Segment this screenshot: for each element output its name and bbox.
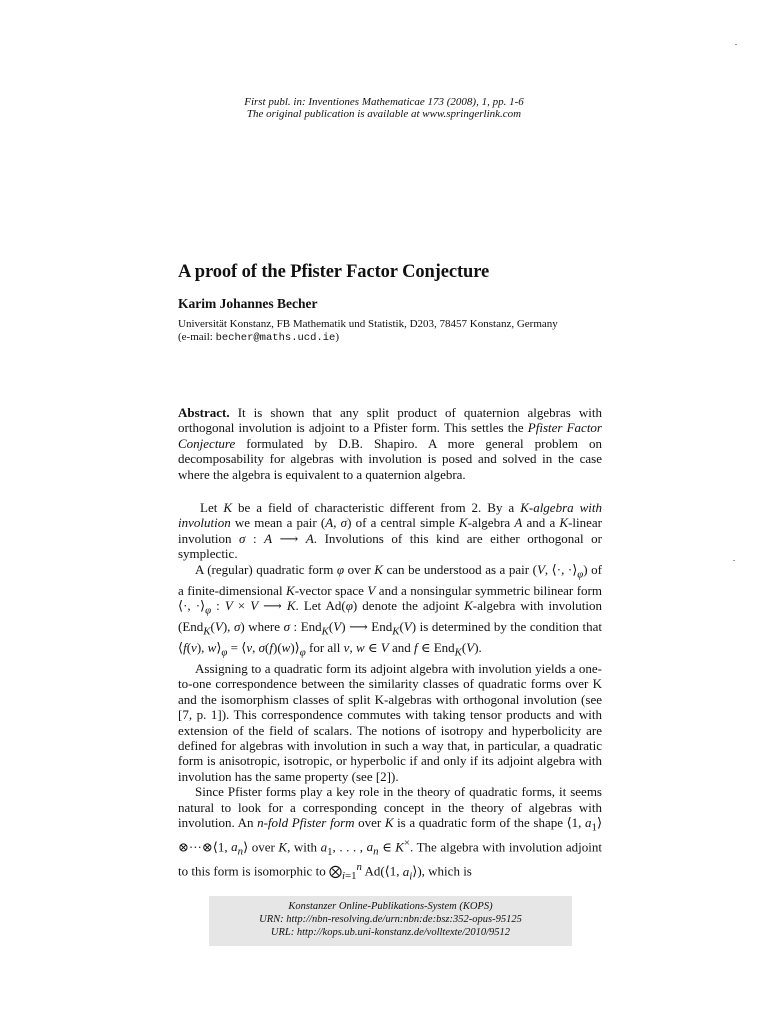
text-run: and a: [522, 515, 560, 531]
text-run: we mean a pair (: [230, 515, 326, 531]
text-run: and a nonsingular symmetric bilinear form: [375, 582, 602, 598]
text-run: over: [344, 561, 375, 577]
abstract-emphasis: Pfister Factor Conjecture: [178, 420, 602, 451]
abstract-text: It is shown that any split product of quaternion algebras with orthogonal involution is adjoint to a Pfister form. This settles the: [178, 405, 602, 436]
text-run: is a quadratic form of the shape: [393, 815, 567, 831]
text-run: Let: [200, 500, 224, 515]
text-run: is determined by the condition that: [416, 619, 602, 635]
text-run: , with: [287, 839, 321, 855]
email-prefix: (e-mail:: [178, 331, 216, 343]
abstract-label: Abstract.: [178, 405, 230, 420]
text-run: over: [354, 815, 385, 831]
text-run: . Let: [295, 598, 326, 614]
scan-speck: [733, 560, 735, 561]
text-run: -vector space: [294, 582, 368, 598]
footer-urn: URN: http://nbn-resolving.de/urn:nbn:de:bsz:352-opus-95125: [259, 914, 522, 925]
abstract: [178, 405, 602, 482]
email-line: [178, 331, 608, 345]
author-name: Karim Johannes Becher: [178, 296, 318, 311]
text-run: . The algebra with involution adjoint to this form is isomorphic to: [178, 839, 602, 879]
email-address: becher@maths.ucd.ie: [215, 332, 336, 344]
header-line-2: The original publication is available at www.springerlink.com: [246, 108, 522, 120]
publication-header: [0, 96, 768, 120]
email-suffix: ): [335, 331, 339, 343]
text-run: , which is: [421, 863, 472, 879]
paper-title: A proof of the Pfister Factor Conjecture: [178, 262, 490, 282]
footer-line-1: Konstanzer Online-Publikations-System (KOPS): [288, 901, 493, 912]
text-run: ) of a central simple: [347, 515, 459, 531]
text-run: ) of a finite-dimensional: [178, 561, 602, 598]
text-run: . Involutions of this kind are either orthogonal or symplectic.: [178, 530, 603, 562]
text-run: .: [478, 640, 482, 656]
text-run: A (regular) quadratic form: [195, 561, 337, 577]
text-run: ) where: [240, 619, 284, 635]
text-run: can be understood as a pair (: [382, 561, 537, 577]
paragraph: Assigning to a quadratic form its adjoint algebra with involution yields a one-to-one correspondence between the similarity classes of quadratic forms over K and the isomorphism classes of split K-algebras with orthogonal involution (see [7, p. 1]). This correspondence commutes with taking tensor products and with extension of the field of scalars. The notions of isotropy and hyperbolicity are defined for algebras with involution in such a way that, in particular, a quadratic form is anisotropic, isotropic, or hyperbolic if and only if its adjoint algebra with involution has the same property (see [2]).: [178, 661, 602, 784]
paragraph: A (regular) quadratic form φ over K can be understood as a pair (V, ⟨·, $\cdot⟩_\varphi$) of a finite-dimensional K-vector space V and a nonsingular symmetric bilinear form ⟨·, $\cdot⟩_\varphi$ : V × V ⟶ K. Let Ad(φ) denote the adjoint K-algebra with involution (End$_K$(V), σ) where σ : End$_K$(V) ⟶ End$_K$(V) is determined by the condition that ⟨f(v), $w⟩_\varphi$ = ⟨v, $\sigma(f)(w)⟩_\varphi$ for all v, w ∈ V and f ∈ End$_K$(V).: [178, 561, 602, 659]
text-emphasis: -algebra with involution: [178, 500, 602, 531]
text-run: -linear involution: [178, 515, 602, 546]
abstract-text: formulated by D.B. Shapiro. A more general problem on decomposability for algebras with involution is posed and solved in the case where the algebra is equivalent to a quaternion algebra.: [178, 435, 602, 482]
paragraph: Let K be a field of characteristic different from 2. By a K-algebra with involution we mean a pair (A, σ) of a central simple K-algebra A and a K-linear involution σ : A ⟶ A. Involutions of this kind are either orthogonal or symplectic.: [178, 500, 603, 562]
text-run: for all: [305, 640, 344, 656]
body-text: [178, 500, 602, 885]
text-emphasis: n-fold Pfister form: [257, 815, 355, 831]
text-run: -algebra: [467, 515, 515, 531]
kops-footer: [209, 896, 572, 946]
text-run: over: [248, 839, 279, 855]
text-run: -algebra with involution (: [178, 598, 602, 635]
text-run: and: [388, 640, 414, 656]
affiliation-line: Universität Konstanz, FB Mathematik und Statistik, D203, 78457 Konstanz, Germany: [178, 318, 558, 330]
scan-speck: [735, 44, 737, 45]
footer-url: URL: http://kops.ub.uni-konstanz.de/volltexte/2010/9512: [270, 927, 511, 938]
affiliation: [178, 318, 608, 345]
paragraph: Since Pfister forms play a key role in the theory of quadratic forms, it seems natural to look for a corresponding concept in the theory of algebras with involution. An n-fold Pfister form over K is a quadratic form of the shape ⟨1, $a_1⟩\otimes\cdot\cdot\cdot\otimes⟨1$, $a_n⟩$ over K, with $a_1$, . . . , $a_n$ ∈ K×. The algebra with involution adjoint to this form is isomorphic to $⨂_{i=1}^n$ Ad(⟨1, $a_i⟩$), which is: [178, 784, 603, 883]
text-run: Since Pfister forms play a key role in the theory of quadratic forms, it seems natural to look for a corresponding concept in the theory of algebras with involution. An: [178, 784, 602, 831]
text-run: be a field of characteristic different from 2. By a: [231, 500, 521, 515]
text-run: denote the adjoint: [357, 598, 465, 614]
header-line-1: First publ. in: Inventiones Mathematicae 173 (2008), 1, pp. 1-6: [244, 96, 524, 108]
